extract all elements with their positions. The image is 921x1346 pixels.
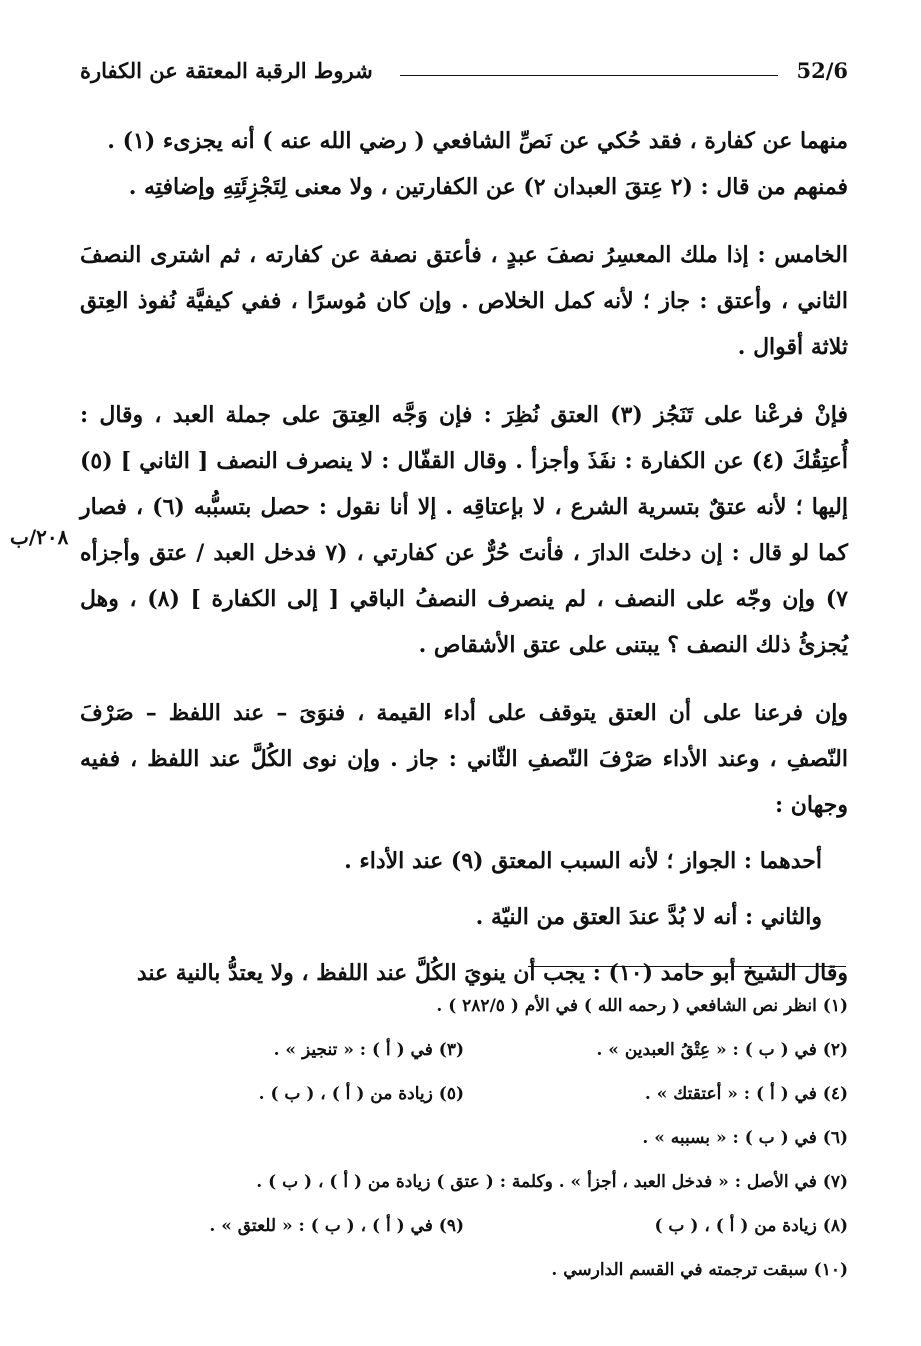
footnote-9: (٩) في ( أ ) ، ( ب ) : « للعتق » . — [209, 1216, 464, 1236]
paragraph-1-line-2: فمنهم من قال : (٢ عِتقَ العبدان ٢) عن الكفارتين ، ولا معنى لِتَجْزِئَتِهِ وإضافتِه . — [128, 174, 848, 200]
footnote-6: (٦) في ( ب ) : « بسببه » . — [642, 1128, 848, 1148]
paragraph-3-text: فإنْ فرعْنا على تَنَجُز (٣) العتق نُظِرَ : فإن وَجَّه العِتقَ على جملة العبد ، وقال : أُعتِقُكَ (٤) عن الكفارة : نفَذَ وأجزأ . وقال القفّال : لا ينصرف النصف [ الثاني ] (٥) إليها ؛ لأنه عتقٌ بتسرية الشرع ، لا بإعتاقِه . إلا أنا نقول : حصل بتسبُّبه (٦) ، فصار كما لو قال : إن دخلتَ الدارَ ، فأنتَ حُرٌّ عن كفارتي ، (٧ فدخل العبد / عتق وأجزأه ٧) وإن وجّه على النصف ، لم ينصرف النصفُ الباقي [ إلى الكفارة ] (٨) ، وهل يُجزئُ ذلك النصف ؟ يبتنى على عتق الأشقاص . — [80, 402, 849, 658]
header-rule — [400, 75, 778, 76]
footnote-3: (٣) في ( أ ) : « تنجيز » . — [273, 1040, 464, 1060]
paragraph-7-text: وقال الشيخ أبو حامد (١٠) : يجب أن ينويَ الكُلَّ عند اللفظ ، ولا يعتدُّ بالنية عند — [136, 960, 848, 986]
page-number: 52/6 — [796, 58, 848, 83]
paragraph-5-text: أحدهما : الجواز ؛ لأنه السبب المعتق (٩) عند الأداء . — [344, 848, 822, 874]
footnote-10: (١٠) سبقت ترجمته في القسم الدارسي . — [551, 1260, 848, 1280]
footnote-7: (٧) في الأصل : « فدخل العبد ، أجزأ » . وكلمة : ( عتق ) زيادة من ( أ ) ، ( ب ) . — [256, 1172, 848, 1192]
paragraph-1-line-1: منهما عن كفارة ، فقد حُكي عن نَصِّ الشافعي ( رضي الله عنه ) أنه يجزىء (١) . — [107, 128, 848, 154]
paragraph-fifth — [80, 232, 848, 370]
paragraph-3 — [80, 392, 848, 668]
paragraph-label: الخامس : — [757, 242, 848, 268]
footnote-5: (٥) زيادة من ( أ ) ، ( ب ) . — [258, 1084, 464, 1104]
footnote-row — [80, 988, 848, 1032]
footnote-row — [80, 1208, 848, 1252]
margin-folio-marker: ٢٠٨/ب — [10, 525, 69, 549]
footnote-row — [80, 1252, 848, 1296]
footnote-row — [80, 1164, 848, 1208]
page-header — [80, 58, 848, 94]
paragraph-4-text: وإن فرعنا على أن العتق يتوقف على أداء القيمة ، فنوَىَ – عند اللفظ – صَرْفَ النّصفِ ، وعند الأداء صَرْفَ النّصفِ الثّاني : جاز . وإن نوى الكُلَّ عند اللفظ ، ففيه وجهان : — [80, 700, 848, 818]
paragraph-4 — [80, 690, 848, 828]
paragraph-fifth-text: إذا ملك المعسِرُ نصفَ عبدٍ ، فأعتق نصفة عن كفارته ، ثم اشترى النصفَ الثاني ، وأعتق : جاز ؛ لأنه كمل الخلاص . وإن كان مُوسرًا ، ففي كيفيَّة نُفوذ العِتق ثلاثة أقوال . — [80, 242, 848, 360]
footnote-row — [80, 1120, 848, 1164]
footnote-4: (٤) في ( أ ) : « أعتقتك » . — [644, 1084, 848, 1104]
footnote-8: (٨) زيادة من ( أ ) ، ( ب ) — [654, 1216, 848, 1236]
paragraph-6 — [80, 894, 848, 940]
footnote-row — [80, 1032, 848, 1076]
running-title: شروط الرقبة المعتقة عن الكفارة — [80, 58, 373, 83]
footnote-row — [80, 1076, 848, 1120]
paragraph-1 — [80, 118, 848, 210]
paragraph-6-text: والثاني : أنه لا بُدَّ عندَ العتق من النيّة . — [475, 904, 822, 930]
footnotes — [80, 988, 848, 1296]
footnote-1: (١) انظر نص الشافعي ( رحمه الله ) في الأم ( ٢٨٢/٥ ) . — [436, 996, 848, 1016]
footnote-separator — [528, 966, 846, 967]
paragraph-5 — [80, 838, 848, 884]
footnote-2: (٢) في ( ب ) : « عِتْقُ العبدين » . — [596, 1040, 848, 1060]
main-text — [80, 118, 848, 1006]
